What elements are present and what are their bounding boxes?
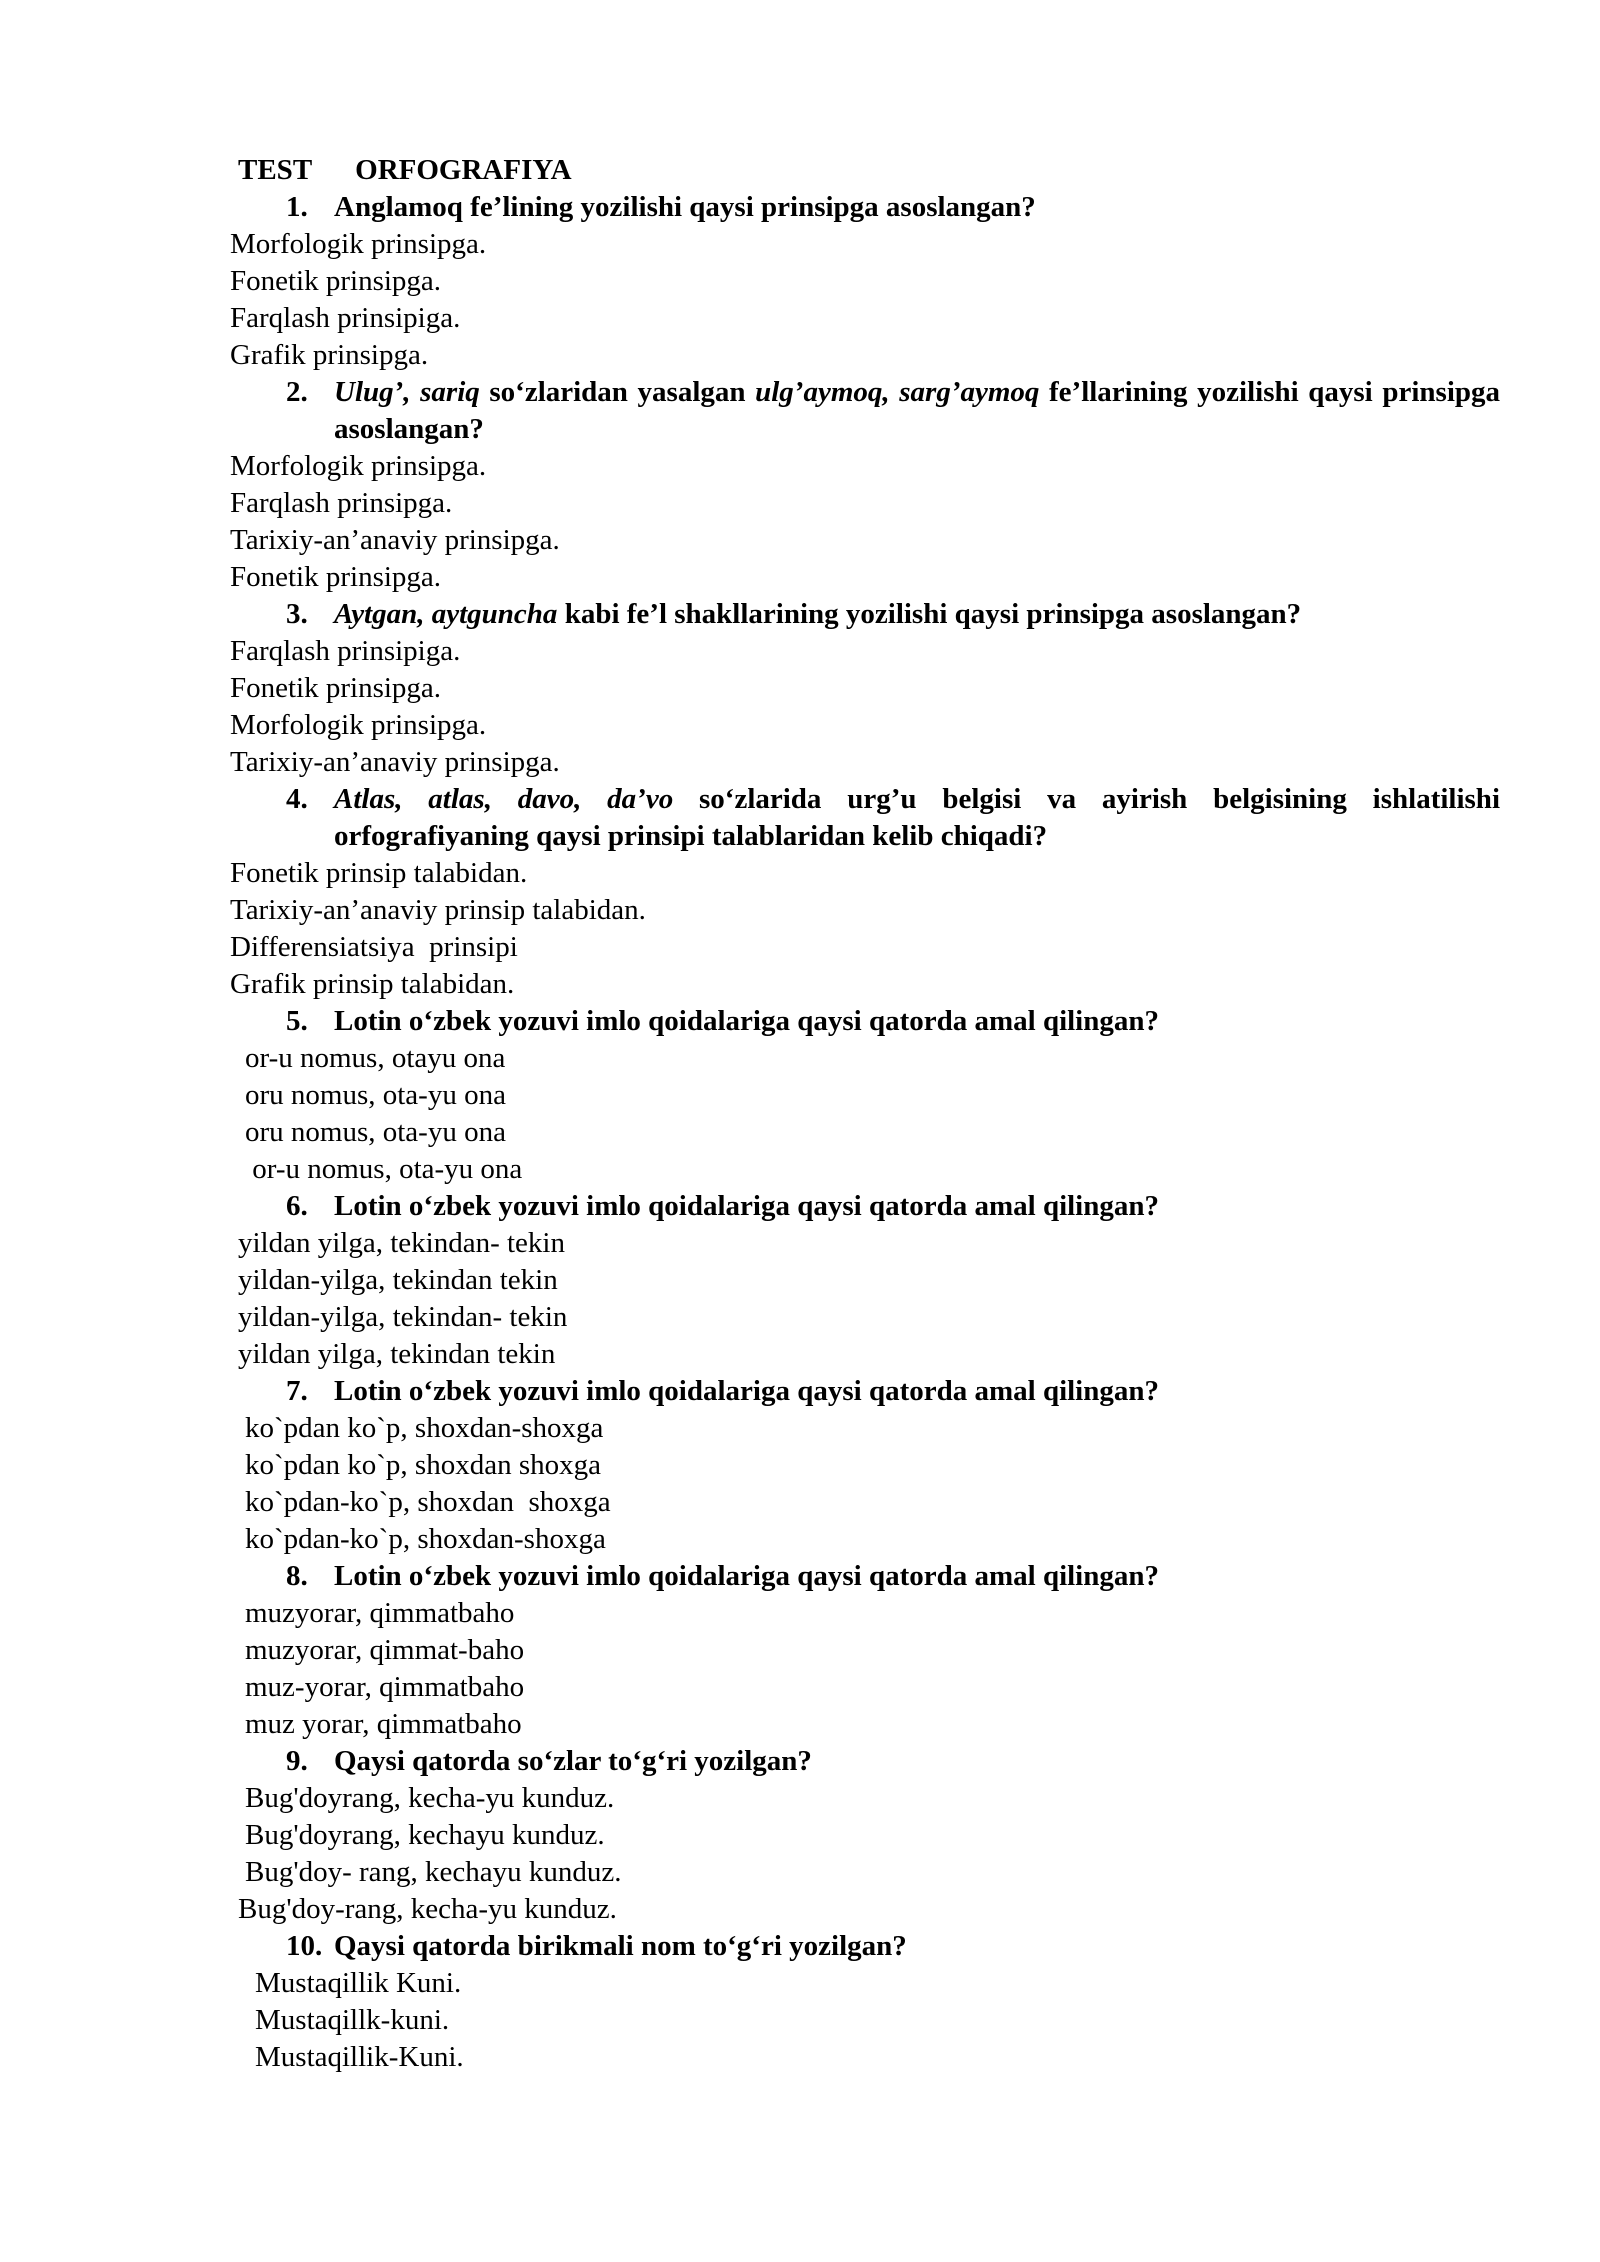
question-text-part: Lotin o‘zbek yozuvi imlo qoidalariga qaysi qatorda amal qilingan? <box>334 1375 1159 1407</box>
question-number: 5. <box>286 1005 308 1037</box>
answer-option: Tarixiy-an’anaviy prinsipga. <box>230 746 560 778</box>
question-text-italic: ulg’aymoq, sarg’aymoq <box>755 376 1040 408</box>
question-6 <box>230 1188 1500 1225</box>
question-5 <box>230 1003 1500 1040</box>
question-block <box>230 781 1500 1003</box>
question-block <box>230 1558 1500 1743</box>
question-block <box>230 189 1500 374</box>
question-block <box>230 1373 1500 1558</box>
answer-option: Mustaqillk-kuni. <box>255 2004 450 2036</box>
question-text-part: fe’llarining yozilishi qaysi prinsipga asoslangan? <box>334 376 1501 445</box>
answer-option: muzyorar, qimmat-baho <box>245 1634 525 1666</box>
question-9 <box>230 1743 1500 1780</box>
question-text-part: Lotin o‘zbek yozuvi imlo qoidalariga qaysi qatorda amal qilingan? <box>334 1560 1159 1592</box>
answer-option: ko`pdan ko`p, shoxdan shoxga <box>245 1449 602 1481</box>
question-number: 4. <box>286 783 308 815</box>
question-text <box>334 374 1500 448</box>
question-10 <box>230 1928 1500 1965</box>
question-number: 2. <box>286 376 308 408</box>
question-text-italic: Aytgan, aytguncha <box>334 598 558 630</box>
question-block <box>230 1743 1500 1928</box>
answer-option: Differensiatsiya prinsipi <box>230 931 518 963</box>
question-text <box>334 1373 1500 1410</box>
question-number: 1. <box>286 191 308 223</box>
question-text-part: Lotin o‘zbek yozuvi imlo qoidalariga qaysi qatorda amal qilingan? <box>334 1005 1159 1037</box>
question-text-part: Qaysi qatorda birikmali nom to‘g‘ri yozilgan? <box>334 1930 907 1962</box>
answer-option: Grafik prinsipga. <box>230 339 429 371</box>
question-text <box>334 1003 1500 1040</box>
answer-option: Farqlash prinsipiga. <box>230 635 461 667</box>
answer-option: Fonetik prinsipga. <box>230 561 442 593</box>
question-text <box>334 1928 1500 1965</box>
answer-option: Morfologik prinsipga. <box>230 450 487 482</box>
question-text-part: kabi fe’l shakllarining yozilishi qaysi prinsipga asoslangan? <box>557 598 1302 630</box>
question-block <box>230 596 1500 781</box>
heading-title: ORFOGRAFIYA <box>355 154 572 186</box>
question-text-italic: Ulug’, sariq <box>334 376 480 408</box>
question-number: 3. <box>286 598 308 630</box>
answer-option: Bug'doy-rang, kecha-yu kunduz. <box>238 1893 617 1925</box>
answer-option: ko`pdan-ko`p, shoxdan shoxga <box>245 1486 611 1518</box>
question-text-italic: Atlas, atlas, davo, da’vo <box>334 783 674 815</box>
question-text-part: so‘zlaridan yasalgan <box>479 376 756 408</box>
question-7 <box>230 1373 1500 1410</box>
answer-option: yildan yilga, tekindan- tekin <box>238 1227 565 1259</box>
answer-option: Mustaqillik Kuni. <box>255 1967 462 1999</box>
answer-option: Fonetik prinsipga. <box>230 265 442 297</box>
question-text-part: Qaysi qatorda so‘zlar to‘g‘ri yozilgan? <box>334 1745 812 1777</box>
answer-option: muz yorar, qimmatbaho <box>245 1708 522 1740</box>
answer-option: muz-yorar, qimmatbaho <box>245 1671 525 1703</box>
answer-option: yildan yilga, tekindan tekin <box>238 1338 556 1370</box>
question-3 <box>230 596 1500 633</box>
question-block <box>230 1928 1500 2076</box>
question-text-part: Lotin o‘zbek yozuvi imlo qoidalariga qaysi qatorda amal qilingan? <box>334 1190 1159 1222</box>
answer-option: Fonetik prinsip talabidan. <box>230 857 528 889</box>
document-page <box>230 152 1500 2076</box>
question-block <box>230 1003 1500 1188</box>
answer-option: Tarixiy-an’anaviy prinsip talabidan. <box>230 894 646 926</box>
answer-option: Fonetik prinsipga. <box>230 672 442 704</box>
answer-option: ko`pdan ko`p, shoxdan-shoxga <box>245 1412 604 1444</box>
answer-option: oru nomus, ota-yu ona <box>245 1079 506 1111</box>
question-4 <box>230 781 1500 855</box>
question-text <box>334 1558 1500 1595</box>
question-text <box>334 596 1500 633</box>
answer-option: or-u nomus, otayu ona <box>245 1042 506 1074</box>
answer-option: Mustaqillik-Kuni. <box>255 2041 464 2073</box>
question-text <box>334 1743 1500 1780</box>
answer-option: yildan-yilga, tekindan tekin <box>238 1264 558 1296</box>
answer-option: Bug'doyrang, kecha-yu kunduz. <box>245 1782 615 1814</box>
answer-option: ko`pdan-ko`p, shoxdan-shoxga <box>245 1523 606 1555</box>
answer-option: oru nomus, ota-yu ona <box>245 1116 506 1148</box>
question-block <box>230 374 1500 596</box>
answer-option: Tarixiy-an’anaviy prinsipga. <box>230 524 560 556</box>
question-list <box>230 189 1500 2076</box>
question-number: 6. <box>286 1190 308 1222</box>
answer-option: Morfologik prinsipga. <box>230 228 487 260</box>
question-8 <box>230 1558 1500 1595</box>
question-number: 10. <box>286 1930 323 1962</box>
answer-option: yildan-yilga, tekindan- tekin <box>238 1301 568 1333</box>
question-text <box>334 781 1500 855</box>
answer-option: Farqlash prinsipiga. <box>230 302 461 334</box>
answer-option: Farqlash prinsipga. <box>230 487 453 519</box>
question-block <box>230 1188 1500 1373</box>
answer-option: Morfologik prinsipga. <box>230 709 487 741</box>
question-number: 7. <box>286 1375 308 1407</box>
heading-test-label: TEST <box>238 154 312 186</box>
answer-option: or-u nomus, ota-yu ona <box>245 1153 523 1185</box>
question-text <box>334 189 1500 226</box>
answer-option: muzyorar, qimmatbaho <box>245 1597 515 1629</box>
question-text <box>334 1188 1500 1225</box>
answer-option: Bug'doyrang, kechayu kunduz. <box>245 1819 605 1851</box>
page-heading <box>230 152 1500 189</box>
question-2 <box>230 374 1500 448</box>
question-number: 8. <box>286 1560 308 1592</box>
question-text-part: so‘zlarida urg’u belgisi va ayirish belgisining ishlatilishi orfografiyaning qaysi prinsipi talablaridan kelib chiqadi? <box>334 783 1500 852</box>
answer-option: Grafik prinsip talabidan. <box>230 968 515 1000</box>
answer-option: Bug'doy- rang, kechayu kunduz. <box>245 1856 622 1888</box>
question-number: 9. <box>286 1745 308 1777</box>
question-text-part: Anglamoq fe’lining yozilishi qaysi prinsipga asoslangan? <box>334 191 1036 223</box>
question-1 <box>230 189 1500 226</box>
